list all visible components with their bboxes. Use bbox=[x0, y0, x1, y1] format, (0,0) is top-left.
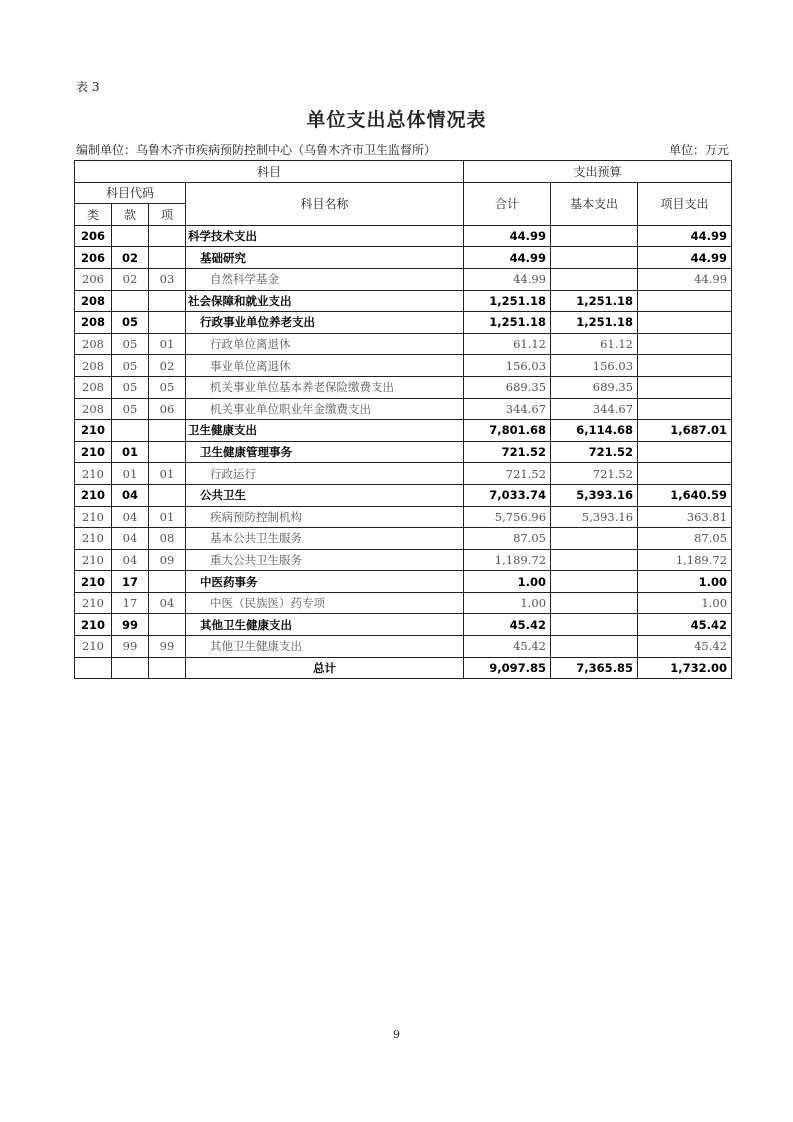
header-kuan: 款 bbox=[112, 204, 149, 226]
code-kuan: 04 bbox=[112, 549, 149, 571]
amount-project: 44.99 bbox=[638, 225, 732, 247]
subject-name: 中医药事务 bbox=[186, 571, 464, 593]
code-xiang bbox=[149, 420, 186, 442]
amount-total: 45.42 bbox=[464, 614, 551, 636]
table-row bbox=[75, 484, 732, 506]
code-lei: 210 bbox=[75, 571, 112, 593]
amount-project: 1.00 bbox=[638, 571, 732, 593]
amount-total: 689.35 bbox=[464, 376, 551, 398]
code-lei: 206 bbox=[75, 247, 112, 269]
amount-project bbox=[638, 355, 732, 377]
header-basic: 基本支出 bbox=[551, 182, 638, 225]
amount-total: 87.05 bbox=[464, 528, 551, 550]
code-lei: 208 bbox=[75, 333, 112, 355]
header-subject: 科目 bbox=[75, 161, 464, 183]
table-row bbox=[75, 376, 732, 398]
code-lei: 206 bbox=[75, 225, 112, 247]
subject-name: 机关事业单位职业年金缴费支出 bbox=[186, 398, 464, 420]
code-lei: 210 bbox=[75, 484, 112, 506]
code-kuan: 17 bbox=[112, 592, 149, 614]
table-row bbox=[75, 290, 732, 312]
code-kuan: 01 bbox=[112, 441, 149, 463]
amount-basic bbox=[551, 549, 638, 571]
currency-unit: 单位：万元 bbox=[668, 143, 729, 157]
code-kuan: 05 bbox=[112, 312, 149, 334]
code-lei: 210 bbox=[75, 614, 112, 636]
table-row bbox=[75, 333, 732, 355]
table-number: 表 3 bbox=[76, 80, 100, 94]
code-kuan bbox=[112, 290, 149, 312]
code-kuan: 99 bbox=[112, 636, 149, 658]
subject-name: 机关事业单位基本养老保险缴费支出 bbox=[186, 376, 464, 398]
amount-project: 1.00 bbox=[638, 592, 732, 614]
subject-name: 重大公共卫生服务 bbox=[186, 549, 464, 571]
amount-total: 44.99 bbox=[464, 268, 551, 290]
code-xiang: 99 bbox=[149, 636, 186, 658]
code-lei: 208 bbox=[75, 290, 112, 312]
subject-name: 行政单位离退休 bbox=[186, 333, 464, 355]
subject-name: 卫生健康管理事务 bbox=[186, 441, 464, 463]
table-row bbox=[75, 592, 732, 614]
subject-name: 自然科学基金 bbox=[186, 268, 464, 290]
amount-basic: 6,114.68 bbox=[551, 420, 638, 442]
page-title: 单位支出总体情况表 bbox=[306, 109, 487, 131]
page-number: 9 bbox=[393, 1028, 400, 1041]
amount-project: 1,687.01 bbox=[638, 420, 732, 442]
amount-total: 156.03 bbox=[464, 355, 551, 377]
amount-total: 61.12 bbox=[464, 333, 551, 355]
code-kuan: 04 bbox=[112, 528, 149, 550]
code-lei: 210 bbox=[75, 549, 112, 571]
amount-basic bbox=[551, 614, 638, 636]
code-xiang bbox=[149, 571, 186, 593]
amount-project bbox=[638, 290, 732, 312]
amount-basic bbox=[551, 592, 638, 614]
amount-total: 721.52 bbox=[464, 441, 551, 463]
table-row bbox=[75, 506, 732, 528]
subject-name: 行政事业单位养老支出 bbox=[186, 312, 464, 334]
table-row bbox=[75, 355, 732, 377]
amount-project: 1,189.72 bbox=[638, 549, 732, 571]
code-xiang: 01 bbox=[149, 333, 186, 355]
table-row bbox=[75, 463, 732, 485]
amount-basic bbox=[551, 225, 638, 247]
amount-project bbox=[638, 463, 732, 485]
table-row bbox=[75, 420, 732, 442]
amount-basic: 1,251.18 bbox=[551, 312, 638, 334]
code-kuan: 99 bbox=[112, 614, 149, 636]
code-xiang: 08 bbox=[149, 528, 186, 550]
table-row bbox=[75, 441, 732, 463]
amount-total: 7,801.68 bbox=[464, 420, 551, 442]
grand-total-row bbox=[75, 657, 732, 679]
amount-total: 344.67 bbox=[464, 398, 551, 420]
code-kuan bbox=[112, 420, 149, 442]
subject-name: 疾病预防控制机构 bbox=[186, 506, 464, 528]
subject-name: 基础研究 bbox=[186, 247, 464, 269]
code-xiang: 01 bbox=[149, 463, 186, 485]
table-row bbox=[75, 247, 732, 269]
code-lei: 208 bbox=[75, 355, 112, 377]
code-kuan: 02 bbox=[112, 268, 149, 290]
amount-basic: 721.52 bbox=[551, 463, 638, 485]
amount-project: 45.42 bbox=[638, 614, 732, 636]
amount-project: 87.05 bbox=[638, 528, 732, 550]
amount-basic: 689.35 bbox=[551, 376, 638, 398]
amount-total: 721.52 bbox=[464, 463, 551, 485]
code-kuan bbox=[112, 225, 149, 247]
code-xiang: 09 bbox=[149, 549, 186, 571]
header-xiang: 项 bbox=[149, 204, 186, 226]
table-row bbox=[75, 614, 732, 636]
code-lei: 210 bbox=[75, 528, 112, 550]
code-kuan: 05 bbox=[112, 333, 149, 355]
amount-basic bbox=[551, 528, 638, 550]
code-xiang: 06 bbox=[149, 398, 186, 420]
table-row bbox=[75, 528, 732, 550]
amount-basic: 5,393.16 bbox=[551, 484, 638, 506]
code-lei: 208 bbox=[75, 376, 112, 398]
amount-total: 1.00 bbox=[464, 571, 551, 593]
code-xiang: 03 bbox=[149, 268, 186, 290]
amount-total: 5,756.96 bbox=[464, 506, 551, 528]
code-lei: 208 bbox=[75, 312, 112, 334]
amount-project bbox=[638, 312, 732, 334]
amount-project: 44.99 bbox=[638, 268, 732, 290]
subject-name: 中医（民族医）药专项 bbox=[186, 592, 464, 614]
code-xiang bbox=[149, 312, 186, 334]
header-name: 科目名称 bbox=[186, 182, 464, 225]
expenditure-table bbox=[74, 160, 732, 679]
code-xiang bbox=[149, 614, 186, 636]
amount-total: 44.99 bbox=[464, 225, 551, 247]
header-project: 项目支出 bbox=[638, 182, 732, 225]
code-lei: 210 bbox=[75, 420, 112, 442]
code-lei: 210 bbox=[75, 592, 112, 614]
header-total: 合计 bbox=[464, 182, 551, 225]
header-lei: 类 bbox=[75, 204, 112, 226]
code-kuan: 05 bbox=[112, 376, 149, 398]
code-lei: 208 bbox=[75, 398, 112, 420]
amount-project: 1,640.59 bbox=[638, 484, 732, 506]
amount-basic: 344.67 bbox=[551, 398, 638, 420]
subject-name: 其他卫生健康支出 bbox=[186, 636, 464, 658]
amount-project: 44.99 bbox=[638, 247, 732, 269]
amount-project bbox=[638, 376, 732, 398]
code-kuan: 05 bbox=[112, 355, 149, 377]
code-xiang: 04 bbox=[149, 592, 186, 614]
code-kuan: 17 bbox=[112, 571, 149, 593]
amount-project bbox=[638, 398, 732, 420]
table-row bbox=[75, 225, 732, 247]
table-row bbox=[75, 398, 732, 420]
amount-basic: 5,393.16 bbox=[551, 506, 638, 528]
code-xiang: 02 bbox=[149, 355, 186, 377]
table-row bbox=[75, 571, 732, 593]
table-row bbox=[75, 268, 732, 290]
code-xiang bbox=[149, 484, 186, 506]
code-lei: 210 bbox=[75, 636, 112, 658]
code-lei: 210 bbox=[75, 441, 112, 463]
grand-total-project: 1,732.00 bbox=[638, 657, 732, 679]
amount-total: 1,251.18 bbox=[464, 290, 551, 312]
amount-basic: 1,251.18 bbox=[551, 290, 638, 312]
code-xiang bbox=[149, 247, 186, 269]
grand-total-total: 9,097.85 bbox=[464, 657, 551, 679]
amount-basic: 156.03 bbox=[551, 355, 638, 377]
header-code: 科目代码 bbox=[75, 182, 186, 204]
table-row bbox=[75, 636, 732, 658]
amount-total: 45.42 bbox=[464, 636, 551, 658]
code-kuan: 01 bbox=[112, 463, 149, 485]
subject-name: 行政运行 bbox=[186, 463, 464, 485]
amount-project: 363.81 bbox=[638, 506, 732, 528]
code-xiang: 01 bbox=[149, 506, 186, 528]
amount-total: 7,033.74 bbox=[464, 484, 551, 506]
amount-total: 44.99 bbox=[464, 247, 551, 269]
subject-name: 社会保障和就业支出 bbox=[186, 290, 464, 312]
code-xiang bbox=[149, 290, 186, 312]
table-row bbox=[75, 312, 732, 334]
amount-basic bbox=[551, 247, 638, 269]
code-kuan: 02 bbox=[112, 247, 149, 269]
code-lei: 210 bbox=[75, 463, 112, 485]
amount-basic bbox=[551, 636, 638, 658]
grand-total-basic: 7,365.85 bbox=[551, 657, 638, 679]
subject-name: 科学技术支出 bbox=[186, 225, 464, 247]
amount-project: 45.42 bbox=[638, 636, 732, 658]
code-kuan: 05 bbox=[112, 398, 149, 420]
code-xiang bbox=[149, 441, 186, 463]
amount-total: 1,189.72 bbox=[464, 549, 551, 571]
amount-basic bbox=[551, 571, 638, 593]
amount-project bbox=[638, 333, 732, 355]
code-kuan: 04 bbox=[112, 484, 149, 506]
amount-total: 1,251.18 bbox=[464, 312, 551, 334]
header-budget: 支出预算 bbox=[464, 161, 732, 183]
subject-name: 卫生健康支出 bbox=[186, 420, 464, 442]
amount-basic: 61.12 bbox=[551, 333, 638, 355]
amount-project bbox=[638, 441, 732, 463]
code-xiang bbox=[149, 225, 186, 247]
code-kuan: 04 bbox=[112, 506, 149, 528]
code-lei: 206 bbox=[75, 268, 112, 290]
subject-name: 基本公共卫生服务 bbox=[186, 528, 464, 550]
table-row bbox=[75, 549, 732, 571]
subject-name: 其他卫生健康支出 bbox=[186, 614, 464, 636]
code-lei: 210 bbox=[75, 506, 112, 528]
amount-basic bbox=[551, 268, 638, 290]
grand-total-label: 总计 bbox=[186, 657, 464, 679]
code-xiang: 05 bbox=[149, 376, 186, 398]
amount-basic: 721.52 bbox=[551, 441, 638, 463]
compiler-unit: 编制单位：乌鲁木齐市疾病预防控制中心（乌鲁木齐市卫生监督所） bbox=[76, 143, 437, 157]
amount-total: 1.00 bbox=[464, 592, 551, 614]
subject-name: 事业单位离退休 bbox=[186, 355, 464, 377]
subject-name: 公共卫生 bbox=[186, 484, 464, 506]
